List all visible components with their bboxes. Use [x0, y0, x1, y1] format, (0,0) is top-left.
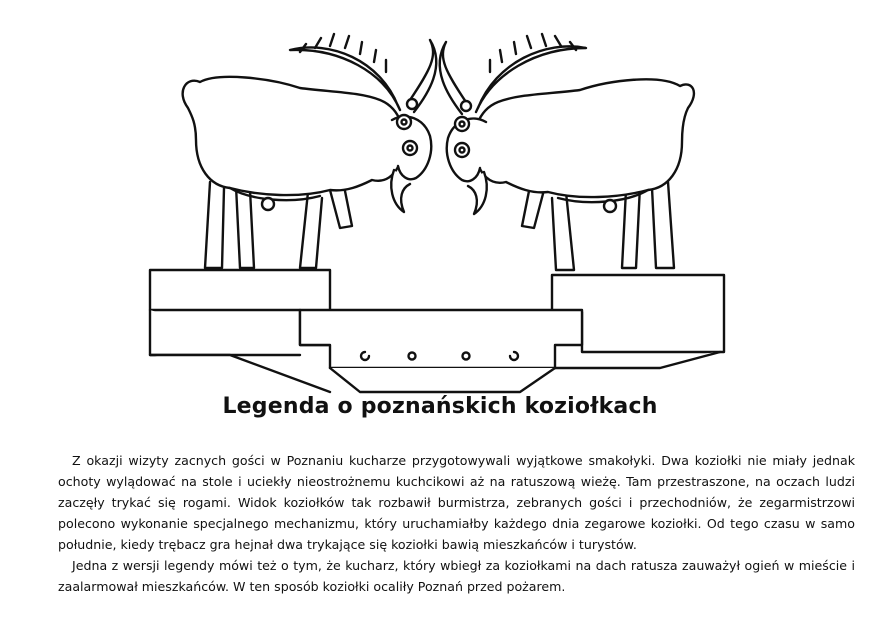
- paragraph: Z okazji wizyty zacnych gości w Poznaniu kucharze przygotowywali wyjątkowe smakołyki. Dwa koziołki nie miały jednak ochoty wylądować na stole i uciekły nieostrożnemu kuchcikowi aż na ratuszową wieżę. Tam przestraszone, na oczach ludzi zaczęły trykać się rogami. Widok koziołków tak rozbawił burmistrza, zebranych gości i przechodniów, że zegarmistrzowi polecono wykonanie specjalnego mechanizmu, który uruchamiałby każdego dnia zegarowe koziołki. Od tego czasu w samo południe, kiedy trębacz gra hejnał dwa trykające się koziołki bawią mieszkańców i turystów.: [58, 453, 855, 552]
- page-title: Legenda o poznańskich koziołkach: [222, 394, 658, 419]
- legend-text: [58, 450, 855, 597]
- right-goat: [440, 34, 694, 270]
- left-goat: [183, 34, 437, 268]
- paragraph: Jedna z wersji legendy mówi też o tym, że kucharz, który wbiegł za koziołkami na dach ratusza zauważył ogień w mieście i zaalarmował mieszkańców. W ten sposób koziołki ocaliły Poznań przed pożarem.: [58, 558, 855, 594]
